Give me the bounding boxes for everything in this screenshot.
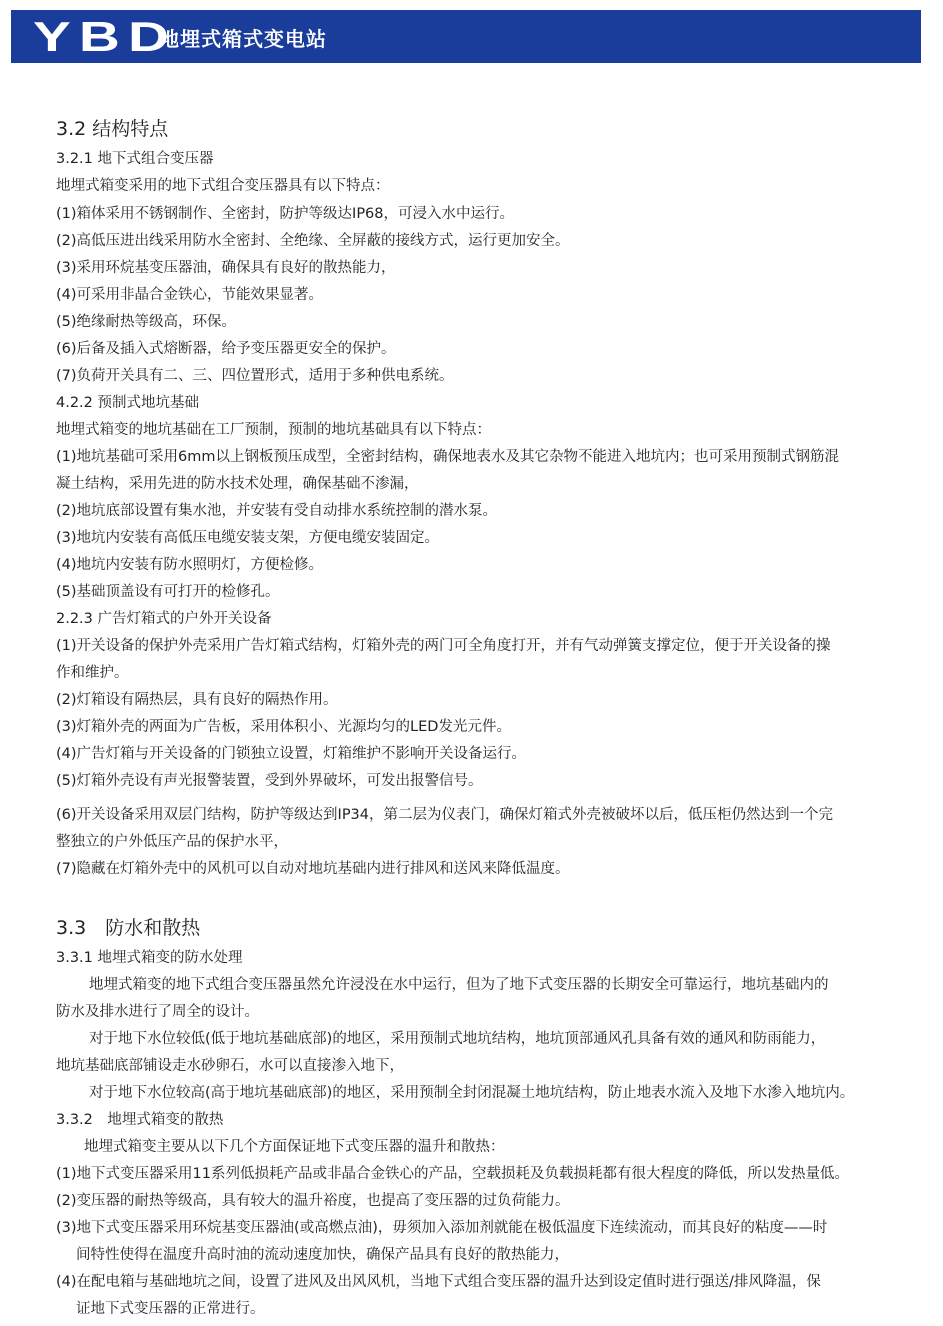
text-line: 证地下式变压器的正常进行。 xyxy=(76,1301,265,1317)
text-line: (7)负荷开关具有二、三、四位置形式，适用于多种供电系统。 xyxy=(56,368,454,384)
text-line: (4)在配电箱与基础地坑之间，设置了进风及出风风机，当地下式组合变压器的温升达到设定值时进行强送/排风降温，保 xyxy=(56,1274,821,1290)
text-line: (2)地坑底部设置有集水池，并安装有受自动排水系统控制的潜水泵。 xyxy=(56,503,498,519)
text-line: (3)地坑内安装有高低压电缆安装支架，方便电缆安装固定。 xyxy=(56,530,440,546)
text-line: (7)隐藏在灯箱外壳中的风机可以自动对地坑基础内进行排风和送风来降低温度。 xyxy=(56,861,570,877)
text-line: (5)灯箱外壳设有声光报警装置，受到外界破坏，可发出报警信号。 xyxy=(56,773,483,789)
text-line: (3)地下式变压器采用环烷基变压器油(或高燃点油)，毋须加入添加剂就能在极低温度下连续流动，而其良好的粘度——时 xyxy=(56,1220,828,1236)
text-line: 地埋式箱变主要从以下几个方面保证地下式变压器的温升和散热： xyxy=(84,1139,505,1155)
text-line: 对于地下水位较低(低于地坑基础底部)的地区，采用预制式地坑结构，地坑顶部通风孔具备有效的通风和防雨能力， xyxy=(89,1031,826,1047)
text-line: 作和维护。 xyxy=(56,665,129,681)
text-line: (2)高低压进出线采用防水全密封、全绝缘、全屏蔽的接线方式，运行更加安全。 xyxy=(56,233,570,249)
text-line: (2)变压器的耐热等级高，具有较大的温升裕度，也提高了变压器的过负荷能力。 xyxy=(56,1193,570,1209)
text-line: (3)采用环烷基变压器油，确保具有良好的散热能力， xyxy=(56,260,396,276)
text-line: 地埋式箱变的地下式组合变压器虽然允许浸没在水中运行，但为了地下式变压器的长期安全可靠运行，地坑基础内的 xyxy=(89,977,829,993)
text-line: 整独立的户外低压产品的保护水平， xyxy=(56,834,288,850)
subsection-heading: 4.2.2 预制式地坑基础 xyxy=(56,395,200,411)
text-line: 凝土结构，采用先进的防水技术处理，确保基础不渗漏， xyxy=(56,476,419,492)
page-header xyxy=(11,10,921,63)
text-line: (1)地下式变压器采用11系列低损耗产品或非晶合金铁心的产品，空载损耗及负载损耗都有很大程度的降低，所以发热量低。 xyxy=(56,1166,849,1182)
text-line: 地埋式箱变采用的地下式组合变压器具有以下特点： xyxy=(56,178,390,194)
text-line: 间特性使得在温度升高时油的流动速度加快，确保产品具有良好的散热能力， xyxy=(76,1247,569,1263)
text-line: (4)可采用非晶合金铁心，节能效果显著。 xyxy=(56,287,324,303)
text-line: (4)地坑内安装有防水照明灯，方便检修。 xyxy=(56,557,324,573)
text-line: (3)灯箱外壳的两面为广告板，采用体积小、光源均匀的LED发光元件。 xyxy=(56,719,511,735)
text-line: (5)基础顶盖设有可打开的检修孔。 xyxy=(56,584,280,600)
subsection-heading: 3.2.1 地下式组合变压器 xyxy=(56,151,214,167)
text-line: (1)地坑基础可采用6mm以上钢板预压成型，全密封结构，确保地表水及其它杂物不能进入地坑内；也可采用预制式钢筋混 xyxy=(56,449,840,465)
section-heading: 3.2 结构特点 xyxy=(56,118,169,140)
subsection-heading: 2.2.3 广告灯箱式的户外开关设备 xyxy=(56,611,272,627)
text-line: (6)后备及插入式熔断器，给予变压器更安全的保护。 xyxy=(56,341,396,357)
text-line: (2)灯箱设有隔热层，具有良好的隔热作用。 xyxy=(56,692,338,708)
text-line: (6)开关设备采用双层门结构，防护等级达到IP34，第二层为仪表门，确保灯箱式外壳被破坏以后，低压柜仍然达到一个完 xyxy=(56,807,834,823)
text-line: (5)绝缘耐热等级高，环保。 xyxy=(56,314,237,330)
section-heading: 3.3 防水和散热 xyxy=(56,917,201,939)
text-line: (4)广告灯箱与开关设备的门锁独立设置，灯箱维护不影响开关设备运行。 xyxy=(56,746,527,762)
subsection-heading: 3.3.1 地埋式箱变的防水处理 xyxy=(56,950,243,966)
subsection-heading: 3.3.2 地埋式箱变的散热 xyxy=(56,1112,224,1128)
text-line: 对于地下水位较高(高于地坑基础底部)的地区，采用预制全封闭混凝土地坑结构，防止地表水流入及地下水渗入地坑内。 xyxy=(89,1085,855,1101)
text-line: 地埋式箱变的地坑基础在工厂预制，预制的地坑基础具有以下特点： xyxy=(56,422,491,438)
text-line: (1)箱体采用不锈钢制作、全密封，防护等级达IP68，可浸入水中运行。 xyxy=(56,206,515,222)
brand-logo: YBD xyxy=(33,13,178,60)
text-line: 防水及排水进行了周全的设计。 xyxy=(56,1004,259,1020)
header-title: 地埋式箱式变电站 xyxy=(159,27,327,51)
text-line: 地坑基础底部铺设走水砂卵石，水可以直接渗入地下， xyxy=(56,1058,404,1074)
text-line: (1)开关设备的保护外壳采用广告灯箱式结构，灯箱外壳的两门可全角度打开，并有气动弹簧支撑定位，便于开关设备的操 xyxy=(56,638,831,654)
